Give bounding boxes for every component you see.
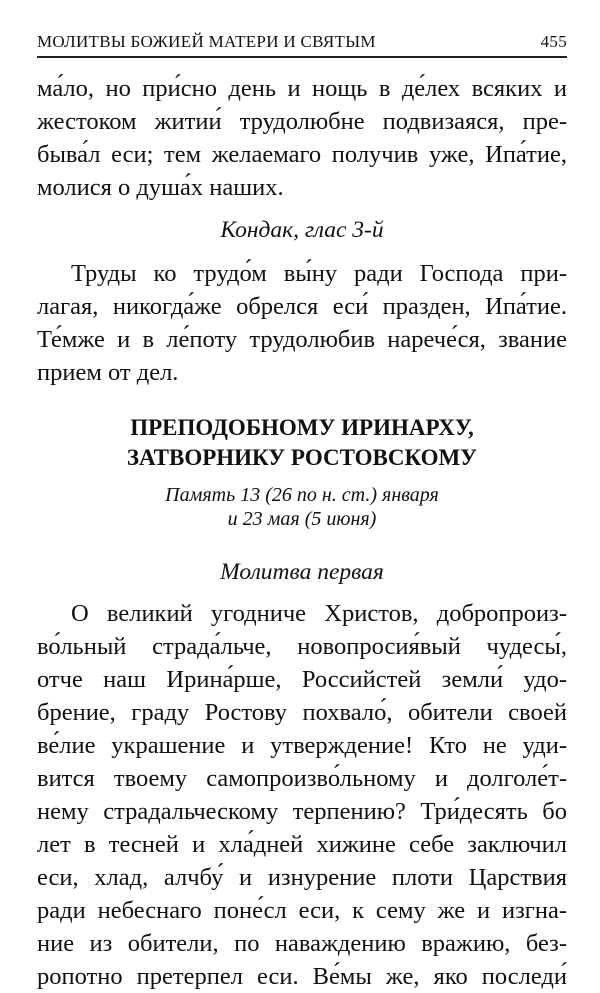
text-line: ропотно претерпел еси. Ве́мы же, яко последи́: [37, 963, 567, 990]
text-line: быва́л еси; тем желаемаго получив уже, Ипа́тие,: [37, 141, 567, 168]
text-line: О великий угодниче Христов, добропроиз-: [71, 600, 567, 627]
text-line: ве́лие украшение и утверждение! Кто не уди-: [37, 732, 567, 759]
text-line: брение, граду Ростову похвало́, обители своей: [37, 699, 567, 726]
page-number: 455: [540, 32, 567, 51]
text-line: жестоком житии́ трудолюбне подвизаяся, пре-: [37, 108, 567, 135]
text-line: еси, хлад, алчбу́ и изнурение плоти Царствия: [37, 864, 567, 891]
text-line: прием от дел.: [37, 359, 179, 386]
text-line: молися о душа́х наших.: [37, 174, 284, 201]
text-line: во́льный страда́льче, новопросия́вый чудесы́,: [37, 633, 567, 660]
text-line: ма́ло, но при́сно день и нощь в де́лех всяких и: [37, 75, 567, 102]
memory-date-line: Память 13 (26 по н. ст.) января: [165, 484, 439, 506]
text-line: Труды ко трудо́м вы́ну ради Господа при-: [71, 260, 567, 287]
section-title-line: ЗАТВОРНИКУ РОСТОВСКОМУ: [126, 445, 478, 470]
prayer-heading: Молитва первая: [220, 559, 384, 585]
text-line: нему страдальческому терпению? Три́десять бо: [37, 798, 567, 825]
text-line: вится твоему самопроизво́льному и долголе́т-: [37, 765, 567, 792]
running-header-title: МОЛИТВЫ БОЖИЕЙ МАТЕРИ И СВЯТЫМ: [37, 32, 376, 51]
text-line: ние из обители, по наваждению вражию, без-: [37, 930, 567, 957]
text-line: ради небеснаго поне́сл еси, к сему же и изгна-: [37, 897, 567, 924]
memory-date-line: и 23 мая (5 июня): [227, 508, 377, 530]
running-header: [37, 26, 567, 58]
text-line: Те́мже и в ле́поту трудолюбив нарече́ся, звание: [37, 326, 567, 353]
text-line: лет в тесней и хла́дней хижине себе заключил: [37, 831, 567, 858]
text-line: лагая, никогда́же обрелся еси́ празден, Ипа́тие.: [37, 293, 567, 320]
kontakion-heading: Кондак, глас 3-й: [220, 217, 384, 243]
text-line: отче наш Ирина́рше, Российстей земли́ удо-: [37, 666, 567, 693]
section-title-line: ПРЕПОДОБНОМУ ИРИНАРХУ,: [130, 415, 474, 440]
